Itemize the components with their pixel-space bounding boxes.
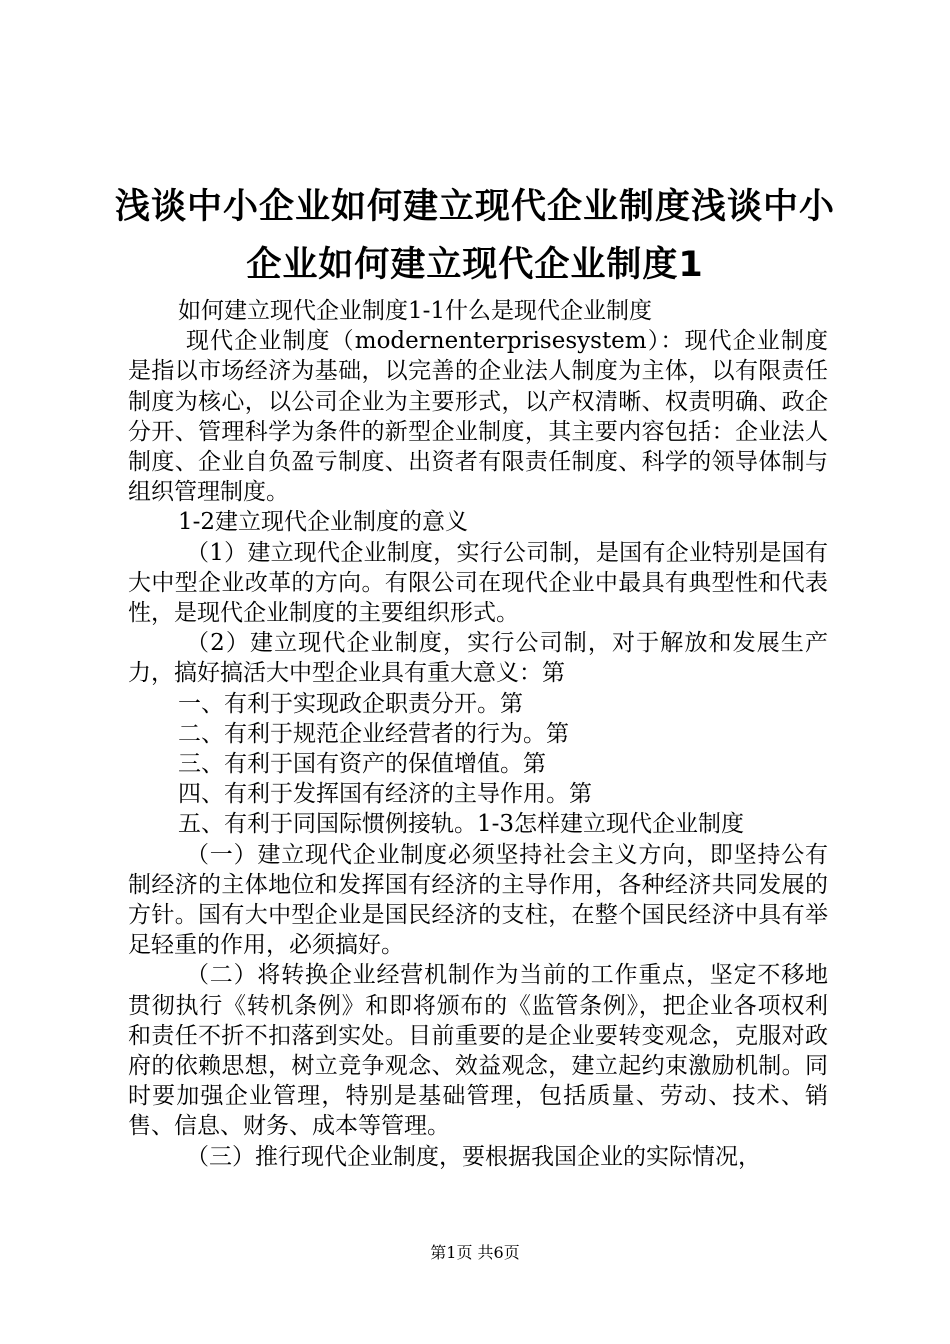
- paragraph: 四、有利于发挥国有经济的主导作用。第: [178, 781, 592, 808]
- paragraph: （二）将转换企业经营机制作为当前的工作重点，坚定不移地贯彻执行《转机条例》和即将颁布的《监管条例》，把企业各项权利和责任不折不扣落到实处。目前重要的是企业要转变观念，克服对政府的依赖思想，树立竞争观念、效益观念，建立起约束激励机制。同时要加强企业管理，特别是基础管理，包括质量、劳动、技术、销售、信息、财务、成本等管理。: [128, 962, 828, 1140]
- document-body: [128, 296, 828, 1172]
- paragraph: （一）建立现代企业制度必须坚持社会主义方向，即坚持公有制经济的主体地位和发挥国有经济的主导作用，各种经济共同发展的方针。国有大中型企业是国民经济的支柱，在整个国民经济中具有举足轻重的作用，必须搞好。: [128, 841, 828, 959]
- paragraph: 一、有利于实现政企职责分开。第: [178, 690, 523, 717]
- page-footer: 第1页 共6页: [430, 1243, 520, 1262]
- paragraph: 二、有利于规范企业经营者的行为。第: [178, 720, 569, 747]
- document-title: 浅谈中小企业如何建立现代企业制度浅谈中小企业如何建立现代企业制度1: [114, 187, 835, 285]
- paragraph: （三）推行现代企业制度，要根据我国企业的实际情况，: [186, 1143, 761, 1170]
- paragraph: （2）建立现代企业制度，实行公司制，对于解放和发展生产力，搞好搞活大中型企业具有重大意义：第: [128, 630, 828, 687]
- paragraph: 现代企业制度（modernenterprisesystem）：现代企业制度是指以市场经济为基础，以完善的企业法人制度为主体，以有限责任制度为核心，以公司企业为主要形式，以产权清晰、权责明确、政企分开、管理科学为条件的新型企业制度，其主要内容包括：企业法人制度、企业自负盈亏制度、出资者有限责任制度、科学的领导体制与组织管理制度。: [128, 328, 828, 506]
- paragraph: 如何建立现代企业制度1-1什么是现代企业制度: [178, 298, 653, 324]
- paragraph: 三、有利于国有资产的保值增值。第: [178, 751, 546, 778]
- paragraph: 五、有利于同国际惯例接轨。1-3怎样建立现代企业制度: [178, 811, 745, 838]
- paragraph: （1）建立现代企业制度，实行公司制，是国有企业特别是国有大中型企业改革的方向。有限公司在现代企业中最具有典型性和代表性，是现代企业制度的主要组织形式。: [128, 539, 828, 627]
- paragraph: 1-2建立现代企业制度的意义: [178, 509, 469, 536]
